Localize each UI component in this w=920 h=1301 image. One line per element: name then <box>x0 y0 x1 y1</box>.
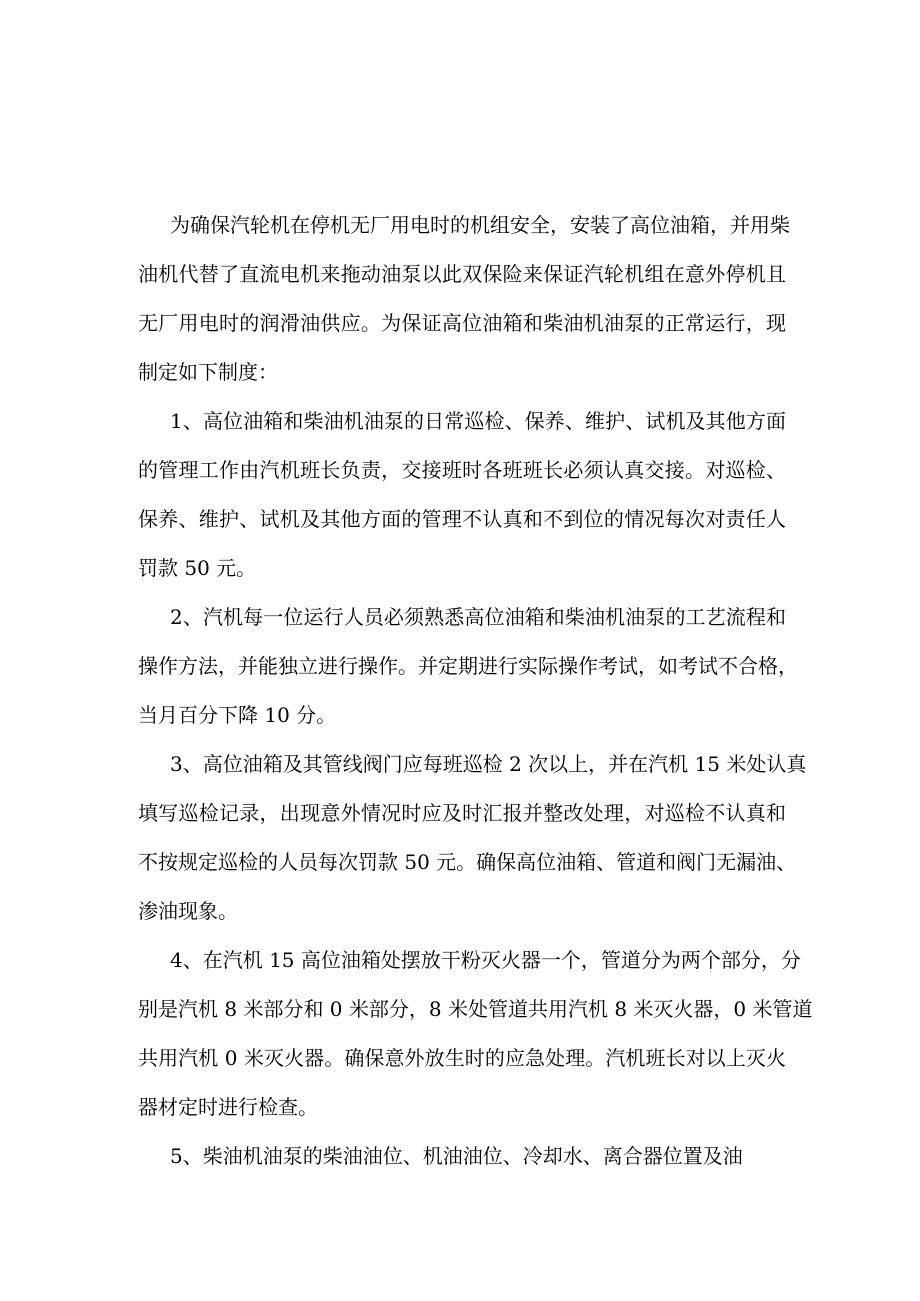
text-line: 渗油现象。 <box>138 899 238 923</box>
paragraph-rule-1 <box>138 406 786 583</box>
text-line: 2、汽机每一位运行人员必须熟悉高位油箱和柴油机油泵的工艺流程和 <box>170 605 786 629</box>
text-line: 当月百分下降 10 分。 <box>138 703 337 727</box>
text-line: 无厂用电时的润滑油供应。为保证高位油箱和柴油机油泵的正常运行，现 <box>138 311 786 335</box>
text-line: 4、在汽机 15 高位油箱处摆放干粉灭火器一个，管道分为两个部分，分 <box>170 948 801 972</box>
text-line: 填写巡检记录，出现意外情况时应及时汇报并整改处理，对巡检不认真和 <box>138 801 786 825</box>
paragraph-rule-3 <box>138 749 807 926</box>
text-line: 别是汽机 8 米部分和 0 米部分，8 米处管道共用汽机 8 米灭火器，0 米管道 <box>138 997 813 1021</box>
text-line: 的管理工作由汽机班长负责，交接班时各班班长必须认真交接。对巡检、 <box>138 458 786 482</box>
paragraph-rule-5 <box>138 1141 786 1171</box>
paragraph-intro <box>138 210 790 387</box>
paragraph-rule-2 <box>138 602 798 730</box>
text-line: 3、高位油箱及其管线阀门应每班巡检 2 次以上，并在汽机 15 米处认真 <box>170 752 807 776</box>
document-body <box>138 210 813 1171</box>
text-line: 制定如下制度： <box>138 360 278 384</box>
text-line: 器材定时进行检查。 <box>138 1095 318 1119</box>
text-line: 不按规定巡检的人员每次罚款 50 元。确保高位油箱、管道和阀门无漏油、 <box>138 850 797 874</box>
text-line: 油机代替了直流电机来拖动油泵以此双保险来保证汽轮机组在意外停机且 <box>138 262 786 286</box>
text-line: 为确保汽轮机在停机无厂用电时的机组安全，安装了高位油箱，并用柴 <box>170 213 790 237</box>
paragraph-rule-4 <box>138 945 813 1122</box>
text-line: 保养、维护、试机及其他方面的管理不认真和不到位的情况每次对责任人 <box>138 507 786 531</box>
text-line: 5、柴油机油泵的柴油油位、机油油位、冷却水、离合器位置及油 <box>170 1144 743 1168</box>
text-line: 1、高位油箱和柴油机油泵的日常巡检、保养、维护、试机及其他方面 <box>170 409 786 433</box>
text-line: 共用汽机 0 米灭火器。确保意外放生时的应急处理。汽机班长对以上灭火 <box>138 1046 786 1070</box>
text-line: 罚款 50 元。 <box>138 556 257 580</box>
text-line: 操作方法，并能独立进行操作。并定期进行实际操作考试，如考试不合格， <box>138 654 798 678</box>
